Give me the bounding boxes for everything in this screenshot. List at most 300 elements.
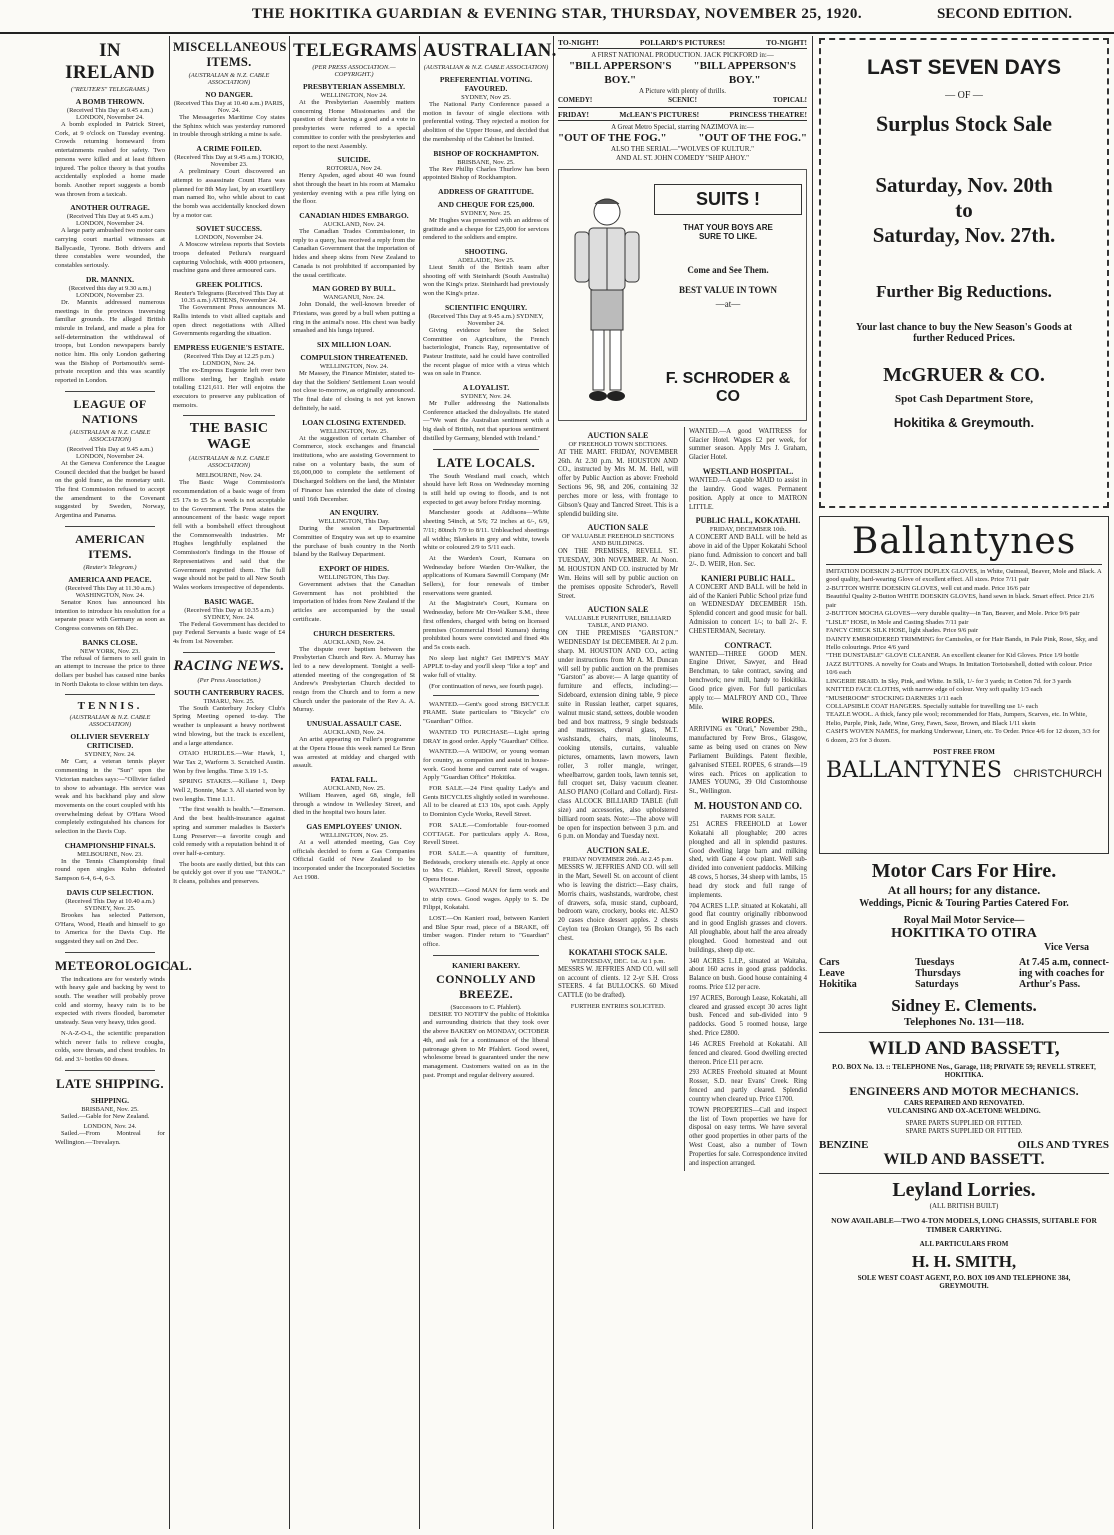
- article-body: The Basic Wage Commission's recommendation of a basic wage of from £5 17s to £5 5s a week is not acceptable to the Government. The Press states the announcement of the basic wage report fell with a bombshell effect throughout the Commonwealth industries. Mr Hughes lengthfully explained the Commission's findings in the House of Representatives and said that the Government regretted them. The full wage should not be paid to all New South Wales workers irrespective of dependents.: [173, 479, 285, 591]
- article-body: During the session a Departmental Committee of Enquiry was set up to examine the purchase of bush country in the North Island by the Railway Department.: [293, 525, 415, 559]
- ad-body: MESSRS W. JEFFRIES AND CO. will sell on account of clients. 12 2-yr S.H. Cross STEERS. 4 fat BULLOCKS. 60 Mixed CATTLE (to be drafted).: [558, 965, 678, 1000]
- section-subheading: (AUSTRALIAN & N.Z. CABLE ASSOCIATION): [69, 428, 151, 443]
- dateline: Reuter's Telegrams (Received This Day at 10.35 a.m.) ATHENS, November 24.: [174, 290, 284, 305]
- column-display-ads: [815, 38, 1113, 1531]
- dateline: SYDNEY, Nov. 24.: [84, 751, 136, 759]
- article-heading: A LOYALIST.: [462, 383, 510, 393]
- article-body: The Federal Government has decided to pay Federal Servants a basic wage of £4 4s from 1st November.: [173, 620, 285, 646]
- article-body: At a well attended meeting, Gas Coy officials decided to form a Gas Companies Official Guild of New Zealand to be incorporated under the Incorporated Societies Act 1908.: [293, 839, 415, 881]
- price-line: TEAZLE WOOL. A thick, fancy pile wool; recommended for Hats, Jumpers, Scarves, etc. In White, Helio, Purple, Pink, Jade, Wine, Grey, Fawn, Saxe, Brown, and Black 1/11 skein: [826, 711, 1087, 727]
- dateline: SYDNEY, Nov. 25.: [460, 209, 512, 217]
- ad-heading: PUBLIC HALL, KOKATAHI.: [695, 516, 801, 526]
- article-body: Sailed.—From Montreal for Wellington.—Trevalayn.: [55, 1130, 165, 1147]
- article-heading: SHIPPING.: [90, 1095, 130, 1105]
- price-line: COLLAPSIBLE COAT HANGERS. Specially suitable for travelling use 1/- each: [826, 703, 1038, 710]
- race-result: SPRING STAKES.—Killane 1, Deep Well 2, Bonnie, Mac 3. All started won by two lengths. Time 1.11.: [173, 778, 285, 803]
- dateline: (Received This Day at 9.45 a.m.) LONDON, November 24.: [66, 445, 154, 460]
- ad-subheading: FRIDAY, DECEMBER 10th.: [709, 526, 787, 534]
- article-body: The Government Press announces M. Rallis intends to visit allied capitals and open direct negotiations with Allied Governments regarding the situation.: [173, 304, 285, 338]
- section-subheading: (AUSTRALIAN & N.Z. CABLE ASSOCIATION): [188, 455, 270, 470]
- ad-line: —at—: [715, 298, 741, 309]
- article-heading: CHAMPIONSHIP FINALS.: [64, 840, 156, 850]
- film-title: "OUT OF THE FOG.": [558, 131, 667, 144]
- price-line: 2-BUTTON MOCHA GLOVES—very durable quality—in Tan, Beaver, and Mole. Price 9/6 pair: [826, 610, 1080, 618]
- article: [55, 97, 165, 199]
- article-body: Senator Knox has announced his intention to introduce his resolution for a separate peace with Germany as soon as Congress convenes on 6th Dec.: [55, 598, 165, 632]
- timetable-cell: ing with coaches for: [1019, 968, 1105, 979]
- article-body: Mr Hughes was presented with an address of gratitude and a cheque for £25,000 for services rendered to the soldiers and empire.: [423, 216, 549, 242]
- article-body: Government advises that the Canadian Government has not prohibited the importation of hides from New Zealand if the articles are accompanied by the usual certificate.: [293, 581, 415, 623]
- divider: [65, 526, 155, 527]
- section-heading: METEOROLOGICAL.: [55, 957, 193, 973]
- article-heading: FATAL FALL.: [330, 774, 378, 784]
- classified-ad: WANTED.—A WIDOW, or young woman for country, as companion and assist in house-work. Good home and current rate of wages. Apply "Guardian Office" Hokitika.: [423, 748, 549, 782]
- mcgruer-ad: [819, 38, 1109, 508]
- divider: [65, 1070, 155, 1071]
- auction-columns: [558, 427, 807, 1171]
- dateline: (Received This Day at 10.35 a.m.) SYDNEY, Nov. 24.: [184, 606, 274, 621]
- ad-body: A CONCERT AND BALL will be held in aid of the Kanieri Public School prize fund on WEDNESDAY DECEMBER 15th. Splendid concert and good music for ball. Admission to concert 1/-; to ball 2/-. F. CHESTERMAN, Secretary.: [688, 583, 807, 635]
- ad-line: POST FREE FROM: [933, 748, 995, 757]
- shop-name: F. SCHRODER & CO: [665, 369, 791, 405]
- section-heading: RACING NEWS.: [173, 657, 285, 674]
- column-ireland: [52, 38, 193, 1531]
- article-heading: DR. MANNIX.: [85, 274, 135, 284]
- article-heading: PRESBYTERIAN ASSEMBLY.: [303, 82, 405, 91]
- advertisement-text: "The first wealth is health."—Emerson. And the best health-insurance against spring and summer maladies is Baxter's Lung Preserver—a favorite cough and cold remedy with a reputation behind it of over half-a-century.: [173, 806, 285, 857]
- dateline: ROTORUA, Nov 24.: [326, 165, 382, 173]
- divider: [433, 449, 539, 450]
- article-heading: CHURCH DESERTERS.: [313, 628, 395, 638]
- dateline: AUCKLAND, Nov. 24.: [323, 638, 385, 646]
- ad-line: TOPICAL!: [772, 96, 807, 104]
- ad-subheading: OF VALUABLE FREEHOLD SECTIONS AND BUILDINGS.: [561, 533, 675, 548]
- section-heading: IN IRELAND: [65, 40, 155, 83]
- ad-title: Leyland Lorries.: [892, 1179, 1036, 1201]
- ad-body: ON THE PREMISES "GARSTON." WEDNESDAY 1st DECEMBER. At 2 p.m. sharp. M. HOUSTON AND CO., acting under instructions from Mr A. M. Duncan will sell by public auction on the premises "Garston" as above:— A large quantity of furniture and effects, including:—Sideboard, extension dining table, 9 piece suite in Russian leather, carpet squares, walnut music stand, settees, double wooden bed and box mattress, 9 single bedsteads and mattresses, cheval glass, M.T. washstands, chairs, mats, linoleums, cooking utensils, curtains, valuable pictures, ornaments, lawn mowers, lawn roller, 3 roller mangle, wringer, wheelbarrow, garden tools, lawn tennis set, full croquet set, Daisy vacuum cleaner. ALSO PIANO (Collard and Collard). First-class ALCOCK BILLIARD TABLE (full size) and accessories, also upholstered billiard room seats. Note:—The above will be open for inspection between 3 p.m. and 6 p.m. on Monday and Tuesday next.: [558, 630, 678, 841]
- article-heading: A CRIME FOILED.: [196, 144, 262, 154]
- ad-line: (ALL BRITISH BUILT): [929, 1202, 999, 1210]
- article-heading: OLLIVIER SEVERELY CRITICISED.: [70, 732, 150, 751]
- divider: [65, 391, 155, 392]
- film-title: "BILL APPERSON'S BOY.": [569, 59, 672, 86]
- ad-line: ALL PARTICULARS FROM: [919, 1240, 1009, 1248]
- ad-heading: M. HOUSTON AND CO.: [694, 801, 802, 813]
- ad-body: TOWN PROPERTIES—Call and inspect the list of Town properties we have for disposal on easy terms. We have several other good properties in other parts of the West Coast, also a number of Town Properties for sale. Correspondence invited and inspection arranged.: [688, 1106, 807, 1167]
- article-heading: NO DANGER.: [205, 90, 253, 99]
- section-subheading: ("REUTER'S" TELEGRAMS.): [70, 86, 150, 93]
- ad-title: WILD AND BASSETT,: [868, 1038, 1060, 1059]
- pollard-pictures-ad: [558, 51, 807, 105]
- price-line: 2-BUTTON WHITE DOESKIN GLOVES, well cut and made. Price 16/6 pair: [826, 584, 1030, 592]
- article-heading: AN ENQUIRY.: [329, 508, 379, 518]
- ad-subheading: WEDNESDAY, DEC. 1st. At 1 p.m.: [570, 957, 666, 965]
- column-advertisements: [555, 38, 810, 1531]
- article-body: The ex-Empress Eugenie left over two millions sterling, her English estate totalling £121,611. Her will enjoins the executors to preserve any publication of memoirs.: [173, 366, 285, 409]
- ad-line: Spot Cash Department Store,: [895, 393, 1033, 405]
- ad-title: Ballantynes: [826, 521, 1102, 565]
- section-heading: LEAGUE OF NATIONS: [73, 396, 147, 426]
- dateline: SYDNEY, Nov. 24.: [460, 393, 512, 401]
- ad-line: SCENIC!: [668, 96, 697, 104]
- dateline: BRISBANE, Nov. 25.: [81, 1105, 139, 1113]
- ad-body: A CONCERT AND BALL will be held as above in aid of the Upper Kokatahi School piano fund. Admission to concert and ball 2/-. D. WEIR, Hon. Sec.: [688, 534, 807, 568]
- article-body: In the Tennis Championship final round open singles Kuhn defeated Sampson 6-4, 6-4, 6-3.: [55, 857, 165, 883]
- ad-body: WANTED—THREE GOOD MEN. Engine Driver, Sawyer, and Head Benchman, to take contract, sawing and benchwork; new mill, handy to Hokitika. Good price given. For full particulars apply to:— MALFROY AND CO., Three Mile.: [688, 650, 807, 711]
- ad-heading: AUCTION SALE: [587, 523, 649, 533]
- classified-ad: WANTED TO PURCHASE—Light spring DRAY in good order. Apply "Guardian" Office.: [423, 728, 549, 745]
- article-body: A preliminary Court discovered an attempt to assassinate Count Hara was planned for 8th May last, by an exartillery man named Ito, who while about to cast the bomb was accidentally knocked down by a motor car.: [173, 168, 285, 219]
- column-rule: [812, 36, 813, 1529]
- article-body: The Canadian Trades Commissioner, in reply to a query, has received a reply from the Canadian Government that the importation of hides and sheep skins from New Zealand to Canada is not prohibited if accompanied by the usual certificate.: [293, 228, 415, 279]
- ad-title: Sidney E. Clements.: [891, 996, 1037, 1015]
- ad-footer: BALLANTYNES: [826, 758, 1002, 784]
- ad-line: CARS REPAIRED AND RENOVATED.: [903, 1099, 1025, 1107]
- ad-line: HOKITIKA TO OTIRA: [891, 926, 1037, 941]
- article-heading: SOUTH CANTERBURY RACES.: [174, 687, 284, 697]
- masthead-title: THE HOKITIKA GUARDIAN & EVENING STAR, THURSDAY, NOVEMBER 25, 1920.: [251, 6, 863, 22]
- ad-body: 293 ACRES Freehold situated at Mount Rosser, S.D. near Evans' Creek. Ring fenced and partly cleared. Splendid country when cleared up. Price £1700.: [688, 1069, 807, 1103]
- auction-column-left: [558, 427, 678, 1171]
- article-heading: SOVIET SUCCESS.: [196, 224, 262, 234]
- article-body: John Donald, the well-known breeder of Friesians, was gored by a bull when putting a ring in the animal's nose. His chest was badly smashed and his lungs injured.: [293, 301, 415, 335]
- ad-heading: AUCTION SALE: [587, 430, 649, 440]
- article-heading: BANKS CLOSE.: [82, 637, 138, 647]
- ballantynes-ad: [819, 516, 1109, 854]
- advertisement-text: DESIRE TO NOTIFY the public of Hokitika and surrounding districts that they took over the above BAKERY on MONDAY, OCTOBER 4th, and ask for a continuance of the liberal patronage given to Mr Pfahlert. Good sweet, wholesome bread is guaranteed under the new management. Customers waited on as in the past. Prompt and regular delivery assured.: [423, 1010, 549, 1079]
- dateline: (Received This Day at 9.45 a.m.) SYDNEY, November 24.: [428, 312, 544, 327]
- ad-heading: AUCTION SALE: [587, 605, 649, 615]
- dateline: MELBOURNE, Nov. 23.: [77, 850, 143, 858]
- auction-column-right: [684, 427, 807, 1171]
- ad-line: Hokitika & Greymouth.: [893, 415, 1035, 430]
- dateline: BRISBANE, Nov. 25.: [457, 158, 515, 166]
- ad-line: A Picture with plenty of thrills.: [638, 87, 727, 96]
- dateline: LONDON, November 24.: [195, 234, 263, 242]
- ad-line: P.O. BOX No. 13. :: TELEPHONE Nos., Garage, 118; PRIVATE 59; REVELL STREET, HOKITIKA.: [832, 1063, 1096, 1079]
- ad-line: SOLE WEST COAST AGENT, P.O. BOX 109 AND TELEPHONE 384, GREYMOUTH.: [857, 1274, 1071, 1290]
- article-body: A Moscow wireless reports that Soviets troops defeated Petlura's rearguard capturing Volochisk, with 4000 prisoners, machine guns and three armoured cars.: [173, 241, 285, 275]
- price-line: IMITATION DOESKIN 2-BUTTON DUPLEX GLOVES, in White, Oatmeal, Beaver, Mole and Black. A good quality, hard-wearing Glove of excellent effect. All sizes. Price 7/11 pair: [826, 568, 1102, 584]
- banner-right: TO-NIGHT!: [766, 38, 807, 47]
- classified-ad: WANTED.—Gent's good strong BICYCLE FRAME. State particulars to "Bicycle" c/o "Guardian" Office.: [423, 700, 549, 726]
- price-line: FANCY CHECK SILK HOSE, light shades. Price 9/6 pair: [826, 627, 979, 635]
- ad-body: MESSRS W. JEFFRIES AND CO. will sell in the Mart, Sewell St. on account of client who is leaving the district:—Easy chairs, Morris chairs, washstands, wardrobe, chest of drawers, sofa, music stand, cupboard, bedroom ware, crockery, books etc. ALSO 20 cases choice dessert apples. 2 chests Ceylon tea (Broken Orange), 95 lbs each chest.: [558, 864, 678, 942]
- ad-line: ALSO THE SERIAL—"WOLVES OF KULTUR.": [611, 145, 754, 154]
- continuation-note: (For continuation of news, see fourth page).: [428, 682, 544, 690]
- ad-line: NOW AVAILABLE—TWO 4-TON MODELS, LONG CHASSIS, SUITABLE FOR TIMBER CARRYING.: [831, 1216, 1097, 1234]
- price-line: "LISLE" HOSE, in Mole and Casting Shades 7/11 pair: [826, 618, 969, 626]
- divider: [433, 955, 539, 956]
- price-line: "THE DUNSTABLE" GLOVE CLEANER. An excellent cleaner for Kid Gloves. Price 1/9 bottle: [826, 652, 1079, 660]
- article-body: No sleep last night? Get IMPEY'S MAY APPLE to-day and you'll sleep "like a top" and wake full of vitality.: [423, 654, 549, 680]
- ad-footer: FURTHER ENTRIES SOLICITED.: [570, 1002, 666, 1010]
- article-body: Mr Carr, a veteran tennis player commenting in the "Sun" upon the Victorian matches says:—"Ollivier failed to show to advantage. His service was weak and his backhand play and slow movements on the court coupled with his overwhelming defeat by O'Hara Wood completely extinguished his chances for selection in the Davis Cup.: [55, 758, 165, 836]
- dateline: WELLINGTON, Nov. 25.: [319, 832, 389, 840]
- ballantynes-price-list: [826, 568, 1102, 745]
- dateline: (Received this day at 9.30 a.m.) LONDON, November 23.: [68, 284, 152, 299]
- ad-subheading: OF FREEHOLD TOWN SECTIONS.: [568, 440, 668, 448]
- ad-heading: KANIERI PUBLIC HALL.: [700, 573, 795, 583]
- article-body: The Rev Phillip Charles Thurlow has been appointed Bishop of Rockhampton.: [423, 165, 549, 182]
- section-subheading: (Per Press Association.): [197, 676, 261, 684]
- article-body: The Messageries Maritime Coy states the Sphinx which was yesterday rumored in trouble through striking a mine is safe.: [173, 114, 285, 139]
- price-line: Beautiful Quality 2-Button WHITE DOESKIN GLOVES, hand sewn in black. Smart effect. Price 21/6 pair: [826, 593, 1095, 609]
- article: [55, 203, 165, 271]
- dateline: (Received This Day at 10.40 a.m.) PARIS, Nov. 24.: [173, 100, 285, 114]
- article-heading: PREFERENTIAL VOTING. FAVOURED.: [439, 75, 533, 93]
- ad-subheading: FRIDAY NOVEMBER 26th. At 2.45 p.m.: [562, 856, 674, 864]
- article-heading: AMERICA AND PEACE.: [68, 574, 152, 584]
- ad-body: 197 ACRES, Borough Lease, Kokatahi, all cleared and grassed except 30 acres light bush. Fenced and sub-divided into 9 paddocks. Good 5 roomed house, large shed. Price £2800.: [688, 994, 807, 1038]
- article-heading: AND CHEQUE FOR £25,000.: [437, 199, 535, 209]
- column-miscellaneous: [170, 38, 288, 1531]
- film-title: "OUT OF THE FOG.": [698, 131, 807, 144]
- banner-right: PRINCESS THEATRE!: [729, 109, 807, 119]
- ad-line: SURE TO LIKE.: [698, 231, 758, 241]
- dateline: (Received This Day at 9.45 a.m.) LONDON, November 24.: [66, 107, 154, 121]
- ad-line: Weddings, Picnic & Touring Parties Catered For.: [859, 898, 1069, 909]
- article-body: Mr Fuller addressing the Nationalists Conference attacked the disloyalists. He stated—"We want the Australian sentiment with a big dash of British, not that spurious sentiment distilled by Germany, blended with Ireland.": [423, 400, 549, 442]
- ad-body: 251 ACRES FREEHOLD at Lower Kokatahi all ploughable; 200 acres ploughed and all in splendid pastures. Good dwelling large barn and milking shed, with Gane 4 cow plant. Well sub-divided into convenient paddocks. Milking 48 cows, 5 horses, 34 sheep with lambs, 15 head dry stock and full range of implements.: [688, 821, 807, 899]
- mclean-pictures-ad: [558, 123, 807, 163]
- article-body: The dispute over baptism between the Presbyterian Church and Rev. A. Murray has led to a new development. Tonight a well-attended meeting of the congregation of St Andrew's Presbyterian Church decided to resign from the Church and to form a new Church under the pastorate of the Rev A. A. Murray.: [293, 645, 415, 714]
- divider: [65, 952, 155, 953]
- article-heading: GAS EMPLOYEES' UNION.: [306, 822, 402, 832]
- ad-line: COMEDY!: [558, 96, 593, 104]
- dateline: WELLINGTON, Nov. 24.: [319, 363, 389, 371]
- ad-footer: CHRISTCHURCH: [1013, 768, 1102, 781]
- article-body: A bomb exploded in Patrick Street, Cork, at 9 o'clock on Tuesday evening. Crowds returning homeward from entertainments rushed for safety. Two persons were killed and at least fifteen injured. The police theory is that youths accidentally exploded a home made bomb. Another report suggests a bomb was thrown from a taxicab.: [55, 121, 165, 198]
- dateline: NEW YORK, Nov. 23.: [80, 647, 140, 655]
- dateline: WELLINGTON, This Day.: [318, 518, 390, 526]
- price-line: DAINTY EMBROIDERED TRIMMING for Camisoles, or for Hair Bands, in Pale Pink, Rose, Sky, and Hello colourings. Price 4/6 yard: [826, 635, 1098, 651]
- ad-line: SPARE PARTS SUPPLIED OR FITTED.: [905, 1127, 1023, 1135]
- banner-mid: McLEAN'S PICTURES!: [619, 109, 700, 119]
- ad-heading: AUCTION SALE.: [586, 846, 650, 856]
- ad-body: 340 ACRES L.I.P., situated at Waitaha, about 160 acres in good grass paddocks. Balance on bush. Good house containing 4 rooms. Price £12 per acre.: [688, 957, 807, 991]
- ad-line: VULCANISING AND OX-ACETONE WELDING.: [887, 1107, 1041, 1115]
- article-body: The National Party Conference passed a motion in favour of single elections with preferential voting. They rejected a motion for abolition of the Upper House, and decided that the membership of the Cabinet be limited.: [423, 101, 549, 143]
- article-body: Mr Massey, the Finance Minister, stated to-day that the Soldiers' Settlement Loan would not close to-morrow, as originally announced. The final date of closing is not yet known definitely, he said.: [293, 370, 415, 412]
- ad-body: 146 ACRES Freehold at Kokatahi. All fenced and cleared. Good dwelling erected thereon. Price £11 per acre.: [688, 1040, 807, 1066]
- article-body: Brookes has selected Patterson, O'Hara, Wood, Heath and himself to go to America for the Davis Cup. He suggested they sail on 2nd Dec.: [55, 911, 165, 945]
- dateline: (Received This Day at 9.45 a.m.) TOKIO, November 23.: [174, 154, 284, 169]
- article-body: The refusal of farmers to sell grain in an attempt to increase the price to three dollars per bushel has caused nine banks in North Dakota to close within ten days.: [55, 654, 165, 688]
- article-body: At the suggestion of certain Chamber of Commerce, stock exchanges and financial institutions, who are assisting Government to raise on a voluntary basis, the sum of £6,000,000 to complete the settlement of Discharged Soldiers on the land, the Minister of Finance has extended the date of closing until 16th December.: [293, 434, 415, 503]
- section-heading: LATE LOCALS.: [437, 454, 535, 470]
- ad-heading: WIRE ROPES.: [721, 716, 775, 726]
- article-body: William Heaven, aged 68, single, fell through a window in Wellesley Street, and died in the hospital two hours later.: [293, 791, 415, 817]
- timetable-cell: Leave: [819, 968, 845, 979]
- timetable-cell: Hokitika: [819, 979, 857, 990]
- ad-line: SPARE PARTS SUPPLIED OR FITTED.: [905, 1119, 1023, 1127]
- advertiser-subtitle: (Successors to C. Pfahlert).: [450, 1003, 522, 1011]
- section-heading: TELEGRAMS: [293, 40, 418, 61]
- ad-line: Royal Mail Motor Service—: [903, 915, 1025, 926]
- price-line: JAZZ BUTTONS. A novelty for Coats and Wraps. In Imitation Tortoiseshell, dotted with colour. Price 10/6 each: [826, 660, 1093, 677]
- section-heading: AUSTRALIAN.: [423, 40, 557, 61]
- article-heading: EXPORT OF HIDES.: [319, 564, 389, 574]
- ad-title: McGRUER & CO.: [883, 364, 1045, 386]
- wild-bassett-ad: [819, 1038, 1109, 1174]
- article-body: Sailed.—Gable for New Zealand.: [61, 1112, 150, 1120]
- ad-line: Your last chance to buy the New Season's Goods at further Reduced Prices.: [855, 322, 1073, 344]
- ad-line: Come and See Them.: [687, 264, 769, 275]
- timetable-cell: Saturdays: [915, 979, 959, 990]
- ad-line: Saturday, Nov. 27th.: [872, 223, 1056, 247]
- article-body: Giving evidence before the Select Committee on Agriculture, the French bacteriologist, Francis Ray, representative of Pasteur Institute, said he could have controlled the recent plague of mice with a virus which was on sale in France.: [423, 326, 549, 378]
- ad-body: ARRIVING ex "Orari," November 29th., manufactured by Frew Bros., Glasgow, same as being used on cranes on New Parliament Buildings. Patent flexible, galvanised STEEL ROPES, 6 strands—19 wires each. Prices on application to JAMES YOUNG, 39 Old Customhouse St., Wellington.: [688, 726, 807, 796]
- classified-ad: FOR SALE.—24 First quality Lady's and Gents BICYCLES slightly soiled in warehouse. All to be cleared at £13 10s, spot cash. Apply to Dominion Cycle Works, Revell Street.: [423, 785, 550, 819]
- leyland-ad: [819, 1179, 1109, 1290]
- article-body: Henry Apsden, aged about 40 was found shot through the heart in his room at Mamaku yesterday evening with a pea rifle lying on the floor.: [293, 172, 415, 206]
- column-rule: [553, 36, 554, 1529]
- price-line: "MUSHROOM" STOCKING DARNERS 1/11 each: [826, 694, 963, 702]
- article-heading: MAN GORED BY BULL.: [312, 284, 396, 294]
- article-body: Manchester goods at Addisons—White sheeting 54inch, at 5/6; 72 inches at 6/-, 6/9, 7/11; 80inch 7/9 to 8/11. Unbleached sheetings all widths; Blankets in grey and white, towels white or coloured 2/9 to 5/11 each.: [423, 509, 549, 552]
- ad-heading: CONTRACT.: [724, 640, 772, 650]
- article: [55, 275, 165, 386]
- article-heading: KANIERI BAKERY.: [452, 960, 520, 970]
- ad-title: H. H. SMITH,: [911, 1252, 1017, 1271]
- ad-body: 704 ACRES L.I.P. situated at Kokatahi, all good flat country originally ribbonwood and in good English grasses and clovers. All ploughable, about half the area already ploughed. Good homestead and out buildings, sheep dip etc.: [688, 902, 807, 954]
- ad-line: Saturday, Nov. 20th: [875, 173, 1053, 197]
- advertisement-text: N-A-Z-O-L, the scientific preparation which never fails to relieve coughs, colds, sore throats, and chest troubles. In 6d. and 3/- bottles 60 doses.: [55, 1029, 165, 1063]
- timetable-cell: Arthur's Pass.: [1019, 979, 1081, 990]
- ad-line: THAT YOUR BOYS ARE: [683, 222, 773, 232]
- dateline: (Received This Day at 10.40 a.m.) SYDNEY, Nov. 25.: [65, 897, 155, 912]
- ad-title: WILD AND BASSETT.: [883, 1151, 1045, 1168]
- banner-mid: POLLARD'S PICTURES!: [639, 38, 726, 47]
- article-heading: SUICIDE.: [337, 155, 371, 165]
- dateline: (Received This Day at 12.25 p.m.) LONDON, Nov. 24.: [184, 352, 274, 367]
- ad-heading: WESTLAND HOSPITAL.: [702, 467, 794, 477]
- divider: [183, 415, 275, 416]
- boy-illustration-icon: [567, 192, 647, 412]
- advertiser-name: CONNOLLY AND BREEZE.: [436, 971, 536, 1001]
- article-heading: CANADIAN HIDES EMBARGO.: [299, 211, 409, 221]
- article-heading: LOAN CLOSING EXTENDED.: [302, 417, 406, 427]
- column-telegrams: [290, 38, 418, 1531]
- article-heading: GREEK POLITICS.: [195, 280, 263, 290]
- ad-title: Motor Cars For Hire.: [871, 860, 1057, 882]
- article-body: Dr. Mannix addressed numerous meetings in the provinces traversing familiar grounds. He alleged British misrule in Ireland, and made a plea for self-determination the withdrawal of troops, but London newspapers barely notice him. His only London gathering was the Bishop of Portsmouth's semi-private reception and this was scantily reported in London.: [55, 298, 165, 385]
- dateline: WELLINGTON, This Day.: [318, 574, 390, 582]
- dateline: TIMARU, Nov. 25.: [203, 697, 255, 705]
- section-subheading: (AUSTRALIAN & N.Z. CABLE ASSOCIATION): [69, 714, 151, 729]
- ad-title: SUITS !: [654, 184, 802, 215]
- mclean-banner: [558, 107, 807, 121]
- ad-line: AND AL ST. JOHN COMEDY "SHIP AHOY.": [615, 154, 750, 162]
- dateline: (Received This Day at 11.30 a.m.) WASHINGTON, Nov. 24.: [65, 584, 155, 599]
- article-body: At the Presbyterian Assembly matters concerning Home Missionaries and the question of their having a good and a vote in presbyteries were referred to a special committee to confer with the presbyteries and report to the next Assembly.: [293, 99, 415, 150]
- article-heading: SIX MILLION LOAN.: [317, 340, 391, 350]
- ad-line: Vice Versa: [1044, 942, 1089, 953]
- section-heading: AMERICAN ITEMS.: [75, 531, 145, 561]
- timetable-cell: Thursdays: [915, 968, 961, 979]
- column-australian: [420, 38, 557, 1531]
- dateline: AUCKLAND, Nov. 24.: [323, 221, 385, 229]
- section-subheading: (PER PRESS ASSOCIATION.—COPYRIGHT.): [312, 64, 396, 78]
- article-body: At the Warden's Court, Kumara on Wednesday before Warden Orr-Walker, the applications of Kumara Sawmill Company (Mr Sellers), for four renewals of timber reservations were granted.: [423, 554, 549, 597]
- banner-left: TO-NIGHT!: [558, 38, 599, 47]
- article-body: At the Magistrate's Court, Kumara on Wednesday, before Mr Orr-Walker S.M., three first offenders, charged with being on licensed premises (Commercial Hotel Kumara) during prohibited hours were convicted and fined 40s and 5s costs each.: [423, 600, 549, 651]
- banner-left: FRIDAY!: [558, 109, 589, 119]
- ad-subheading: VALUABLE FURNITURE, BILLIARD TABLE, AND PIANO.: [565, 615, 671, 630]
- dateline: SYDNEY, Nov 25.: [461, 94, 511, 101]
- price-line: KNITTED FACE CLOTHS, with narrow edge of colour. Very soft quality 1/3 each: [826, 686, 1043, 694]
- ad-line: A Great Metro Special, starring NAZIMOVA in:—: [611, 122, 754, 131]
- article-body: An artist appearing on Fuller's programme at the Opera House this week named Le Brun was arrested at midday and charged with assault.: [293, 736, 415, 770]
- article-heading: SHOOTING.: [464, 247, 508, 257]
- article-body: Lieut Smith of the British team after shooting off with Steinhardt (South Australia) won the King's prize. Steinhardt had previously won the King's prize.: [423, 264, 549, 298]
- section-heading: THE BASIC WAGE: [189, 421, 269, 453]
- ad-title: Surplus Stock Sale: [875, 111, 1053, 136]
- classified-ad: FOR SALE.—A quantity of furniture, Bedsteads, crockery utensils etc. Apply at once to Mrs C. Pfahlert, Revell Street, opposite Opera House.: [423, 850, 549, 884]
- classified-ad: WANTED.—Good MAN for farm work and to strip cows. Good wages. Apply to S. De Filippi, Kokatahi.: [423, 886, 549, 912]
- ad-line: to: [955, 198, 973, 222]
- timetable-cell: Tuesdays: [915, 957, 955, 968]
- film-title: "BILL APPERSON'S BOY.": [693, 59, 796, 86]
- timetable-cell: Cars: [819, 957, 840, 968]
- ad-line: — OF —: [945, 90, 983, 101]
- ad-line: Further Big Reductions.: [876, 282, 1052, 301]
- ad-line: A FIRST NATIONAL PRODUCTION. JACK PICKFORD in:—: [591, 51, 774, 59]
- schroder-suits-ad: [558, 169, 807, 421]
- dateline: AUCKLAND, Nov. 25.: [323, 784, 385, 792]
- ad-line: ENGINEERS AND MOTOR MECHANICS.: [849, 1084, 1079, 1098]
- ad-body: AT THE MART. FRIDAY, NOVEMBER 26th. At 2.30 p.m. M. HOUSTON AND CO., instructed by Mrs M. M. Hell, will offer by Public Auction as above: Freehold Sections 96, 98, and 206, containing 32 perches more or less, with frontage to Gibson's Quay and Tancred Street. This is a splendid building site.: [558, 448, 678, 518]
- article-heading: EMPRESS EUGENIE'S ESTATE.: [173, 342, 285, 352]
- article-heading: DAVIS CUP SELECTION.: [66, 887, 154, 897]
- motor-hire-ad: [819, 860, 1109, 1033]
- ad-heading: KOKATAHI STOCK SALE.: [568, 947, 668, 957]
- article-body: The South Westland mail coach, which should have left Ross on Wednesday morning is still held up owing to floods, and is not expected to get away before Friday morning.: [423, 472, 549, 506]
- ad-line: BENZINE: [819, 1139, 869, 1151]
- article-body: At the Geneva Conference the League Council decided that the budget be based on the gold franc, as the monetary unit. The first Commission refused to accept the amendment to the Covenant suggested by Sweden, Norway, Argentina and Panama.: [55, 459, 165, 520]
- section-heading: LATE SHIPPING.: [56, 1075, 164, 1091]
- section-heading: TENNIS.: [77, 700, 143, 713]
- dateline: AUCKLAND, Nov. 24.: [323, 729, 385, 737]
- divider: [183, 652, 275, 653]
- dateline: WANGANUI, Nov. 24.: [323, 294, 385, 302]
- classified-ad: LOST.—On Kanieri road, between Kanieri and Blue Spur road, piece of a BRAKE, off timber wagon. Finder return to "Guardian" office.: [423, 914, 549, 949]
- ad-line: Telephones No. 131—118.: [903, 1016, 1024, 1028]
- section-subheading: (Reuter's Telegram.): [83, 563, 137, 571]
- article-body: The indications are for westerly winds with heavy gale and backing by west to south. The weather will probably prove cold and stormy, heavy rain is to be expected with rivers flooded, barometer unsteady. Seas very heavy, tides good.: [55, 975, 165, 1027]
- article-body: The South Canterbury Jockey Club's Spring Meeting opened to-day. The weather is unpleasant a heavy northwest wind blowing, but the track is excellent, and a large attendance.: [173, 704, 285, 747]
- article-heading: A BOMB THROWN.: [75, 97, 145, 106]
- article-heading: UNUSUAL ASSAULT CASE.: [306, 719, 402, 729]
- ad-title: LAST SEVEN DAYS: [866, 56, 1062, 79]
- section-subheading: (AUSTRALIAN & N.Z. CABLE ASSOCIATION): [188, 72, 270, 86]
- article-body: A large party ambushed two motor cars carrying court martial witnesses at Ballycastle, Tyrone. Both drivers and three constables were wounded, the constables seriously.: [55, 227, 165, 270]
- article-heading: ADDRESS OF GRATITUDE.: [438, 186, 534, 196]
- article-heading: BASIC WAGE.: [204, 596, 254, 606]
- ad-line: At all hours; for any distance.: [887, 883, 1041, 897]
- pictures-banner: [558, 38, 807, 49]
- price-line: CASH'S WOVEN NAMES, for marking Underwear, Linen, etc. To Order. Price 4/6 for 12 dozen, 3/3 for 6 dozen, 2/3 for 3 dozen.: [826, 728, 1100, 744]
- divider: [65, 694, 155, 695]
- dateline: (Received This Day at 9.45 a.m.) LONDON, November 24.: [66, 213, 154, 228]
- ad-body: WANTED.—A capable MAID to assist in the laundry. Good wages. Permanent position. Apply at once to MATRON LITTLE.: [688, 477, 807, 511]
- dateline: MELBOURNE, Nov. 24.: [196, 472, 262, 480]
- price-line: LINGERIE BRAID. In Sky, Pink, and White. In Silk, 1/- for 3 yards; in Cotton 7d. for 3 yards: [826, 677, 1072, 685]
- edition-label: SECOND EDITION.: [936, 6, 1072, 22]
- article-heading: SCIENTIFIC ENQUIRY.: [445, 302, 527, 312]
- section-heading: MISCELLANEOUS ITEMS.: [173, 40, 287, 69]
